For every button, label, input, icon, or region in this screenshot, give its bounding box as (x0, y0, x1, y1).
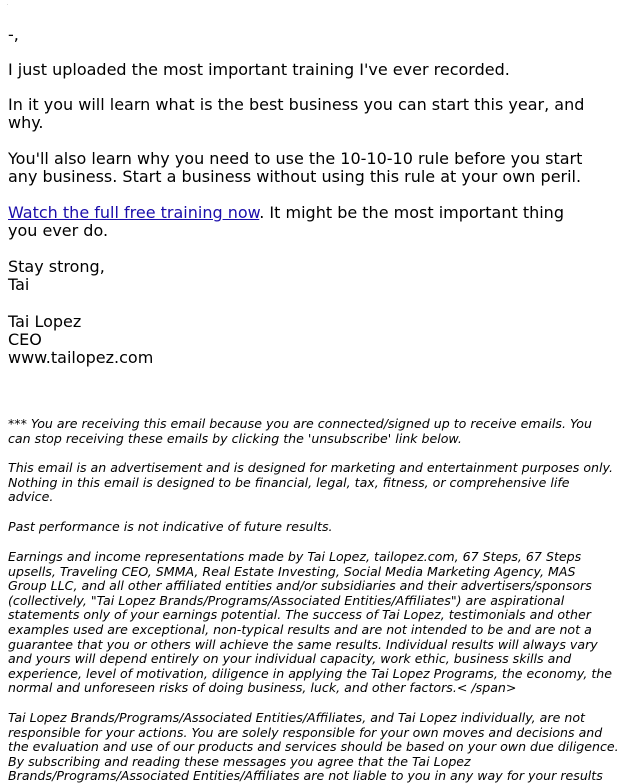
paragraph-watch-rest: . It might be the most important thing (259, 203, 564, 222)
paragraph-learn-line-2: why. (8, 113, 44, 133)
signoff-line-1: Stay strong, (8, 257, 105, 276)
disclaimer-responsibility (8, 710, 619, 784)
disclaimer-line: (collectively, "Tai Lopez Brands/Programs/Associated Entities/Affiliates") are aspirational (8, 592, 565, 608)
disclaimer-line: By subscribing and reading these messages you agree that the Tai Lopez (8, 753, 471, 769)
disclaimer-line: Nothing in this email is designed to be financial, legal, tax, fitness, or comprehensive life (8, 474, 570, 490)
disclaimer-line: advice. (8, 489, 54, 505)
disclaimer-line: examples used are exceptional, non-typical results and are not intended to be and are not a (8, 621, 592, 637)
signature-name: Tai Lopez (8, 312, 82, 331)
disclaimer-line: Earnings and income representations made by Tai Lopez, tailopez.com, 67 Steps, 67 Steps (8, 549, 582, 564)
signoff-line-2: Tai (8, 275, 30, 295)
disclaimer-line: and yours will depend entirely on your individual capacity, work ethic, business skills and (8, 651, 572, 667)
disclaimer-line: normal and unforeseen risks of doing business, luck, and other factors.< /span> (8, 680, 517, 696)
disclaimer-line: Group LLC, and all other affiliated entities and/or subsidiaries and their advertisers/sponsors (8, 578, 592, 594)
paragraph-upload (8, 61, 574, 79)
disclaimer-unsubscribe (8, 416, 592, 446)
disclaimer-line: Brands/Programs/Associated Entities/Affiliates are not liable to you in any way for your results (8, 768, 603, 784)
signoff (8, 258, 574, 294)
paragraph-watch (8, 204, 574, 240)
disclaimer-line: Past performance is not indicative of future results. (8, 519, 333, 534)
paragraph-watch-line-1 (8, 204, 574, 222)
signature-title: CEO (8, 330, 42, 350)
disclaimer-line: can stop receiving these emails by clicking the 'unsubscribe' link below. (8, 430, 462, 446)
watch-training-link[interactable]: Watch the full free training now (8, 203, 260, 222)
paragraph-learn-line-1: In it you will learn what is the best business you can start this year, and (8, 95, 585, 114)
disclaimer-past-performance (8, 520, 574, 535)
disclaimer-line: statements only of your earnings potential. The success of Tai Lopez, testimonials and other (8, 607, 591, 623)
paragraph-watch-line-2: you ever do. (8, 221, 109, 241)
signature (8, 313, 574, 368)
disclaimer-line: *** You are receiving this email because you are connected/signed up to receive emails. You (8, 416, 592, 431)
disclaimer-line: upsells, Traveling CEO, SMMA, Real Estate Investing, Social Media Marketing Agency, MAS (8, 563, 576, 579)
disclaimer-earnings (8, 549, 613, 696)
disclaimer-advertisement (8, 460, 613, 505)
disclaimer-line: responsible for your actions. You are solely responsible for your own moves and decisions and (8, 724, 603, 740)
tiny-mark: . (7, 1, 9, 6)
paragraph-rule-line-1: You'll also learn why you need to use the 10-10-10 rule before you start (8, 149, 583, 168)
paragraph-learn (8, 95, 585, 133)
paragraph-rule (8, 149, 583, 187)
disclaimer-line: guarantee that you or others will achieve the same results. Individual results will always vary (8, 636, 598, 652)
paragraph-rule-line-2: any business. Start a business without using this rule at your own peril. (8, 167, 582, 187)
signature-website: www.tailopez.com (8, 348, 154, 368)
greeting: -, (8, 25, 19, 44)
disclaimer-line: experience, level of motivation, diligence in applying the Tai Lopez Programs, the economy, the (8, 665, 613, 681)
disclaimer-line: the evaluation and use of our products and services should be based on your own due diligence. (8, 739, 619, 755)
disclaimer-line: Tai Lopez Brands/Programs/Associated Entities/Affiliates, and Tai Lopez individually, are not (8, 710, 585, 725)
disclaimer-line: This email is an advertisement and is designed for marketing and entertainment purposes only. (8, 460, 613, 475)
paragraph-upload-line: I just uploaded the most important training I've ever recorded. (8, 60, 510, 79)
